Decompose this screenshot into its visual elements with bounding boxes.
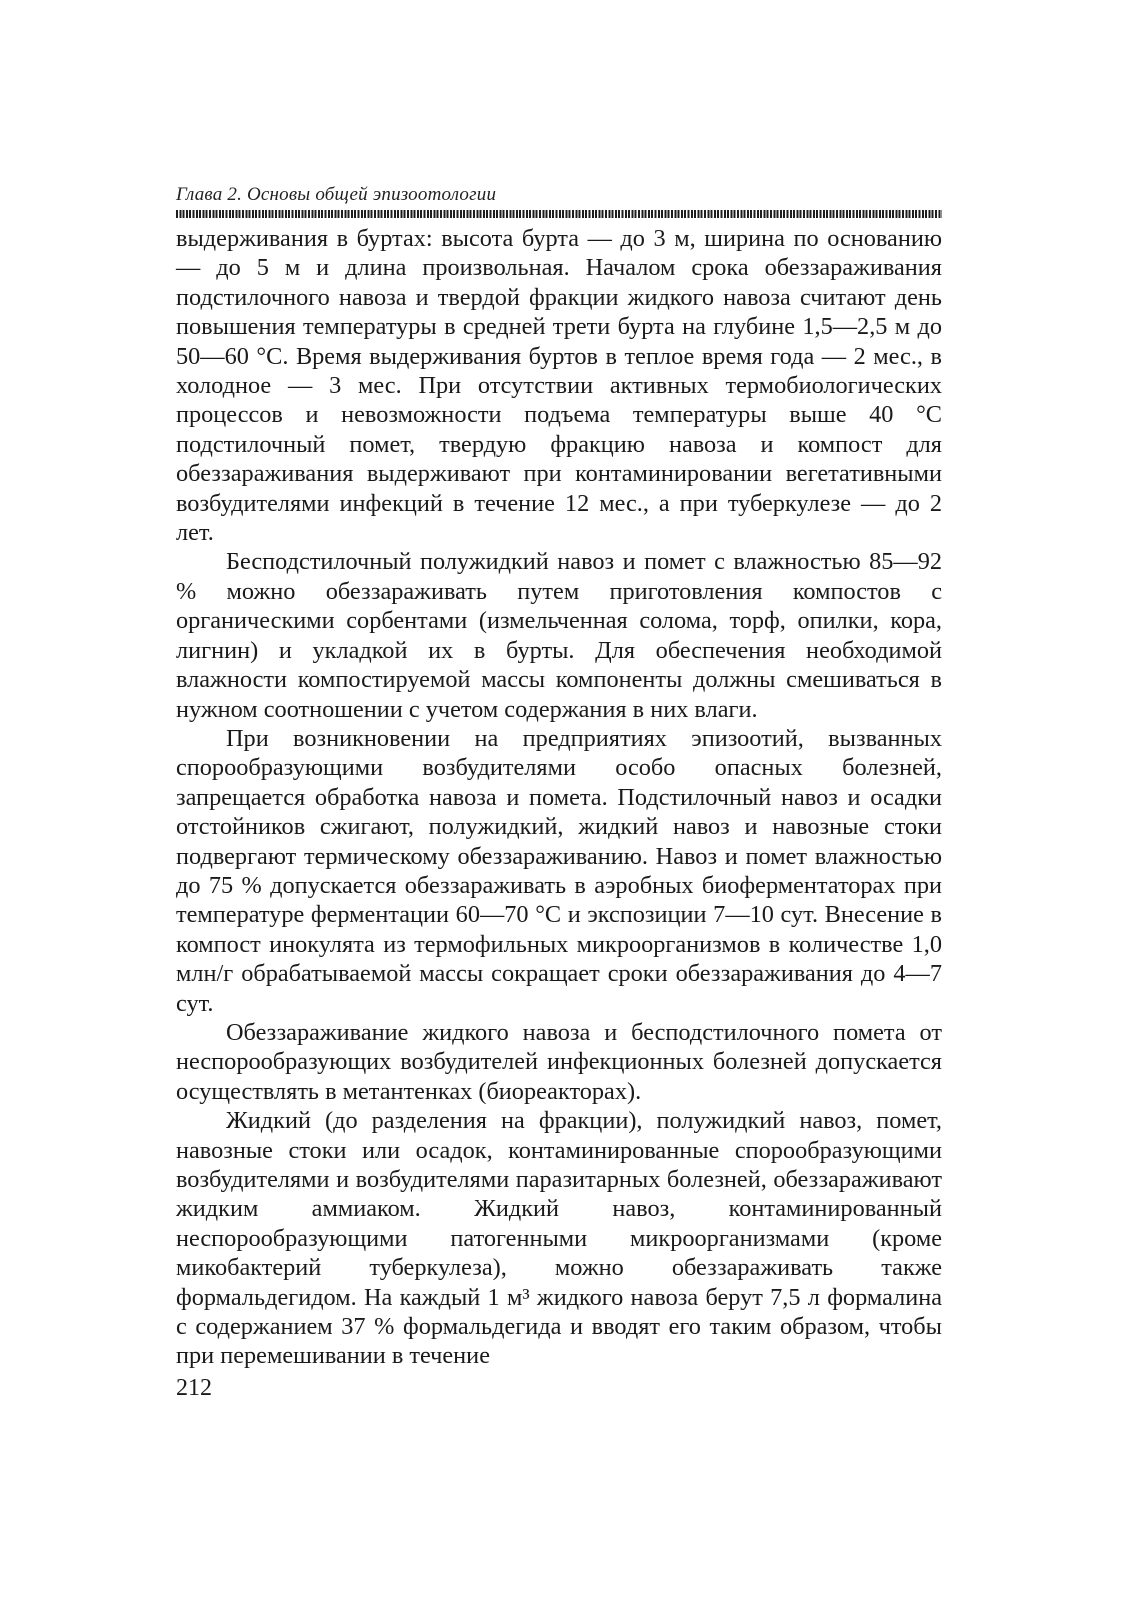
paragraph-epizootics: При возникновении на предприятиях эпизоотий, вызванных спорообразующими возбудителями особо опасных болезней, запрещается обработка навоза и помета. Подстилочный навоз и осадки отстойников сжигают, полужидкий, жидкий навоз и навозные стоки подвергают термическому обеззараживанию. Навоз и помет влажностью до 75 % допускается обеззараживать в аэробных биоферментаторах при температуре ферментации 60—70 °С и экспозиции 7—10 сут. Внесение в компост инокулята из термофильных микроорганизмов в количестве 1,0 млн/г обрабатываемой массы сокращает сроки обеззараживания до 4—7 сут. — [176, 724, 942, 1017]
paragraph-ammonia: Жидкий (до разделения на фракции), полужидкий навоз, помет, навозные стоки или осадок, контаминированные спорообразующими возбудителями и возбудителями паразитарных болезней, обеззараживают жидким аммиаком. Жидкий навоз, контаминированный неспорообразующими патогенными микроорганизмами (кроме микобактерий туберкулеза), можно обеззараживать также формальдегидом. На каждый 1 м³ жидкого навоза берут 7,5 л формалина с содержанием 37 % формальдегида и вводят его таким образом, чтобы при перемешивании в течение — [176, 1107, 942, 1370]
paragraph-metantanks: Обеззараживание жидкого навоза и бесподстилочного помета от неспорообразующих возбудителей инфекционных болезней допускается осуществлять в метантенках (биореакторах). — [176, 1018, 942, 1105]
page-number: 212 — [176, 1374, 212, 1401]
running-head: Глава 2. Основы общей эпизоотологии — [176, 184, 497, 205]
header-rule — [176, 210, 942, 218]
body-text — [176, 224, 942, 1371]
paragraph-continuation: выдерживания в буртах: высота бурта — до 3 м, ширина по основанию — до 5 м и длина произвольная. Началом срока обеззараживания подстилочного навоза и твердой фракции жидкого навоза считают день повышения температуры в средней трети бурта на глубине 1,5—2,5 м до 50—60 °С. Время выдерживания буртов в теплое время года — 2 мес., в холодное — 3 мес. При отсутствии активных термобиологических процессов и невозможности подъема температуры выше 40 °С подстилочный помет, твердую фракцию навоза и компост для обеззараживания выдерживают при контаминировании вегетативными возбудителями инфекций в течение 12 мес., а при туберкулезе — до 2 лет. — [176, 225, 942, 547]
book-page — [176, 184, 942, 1403]
paragraph-compost: Бесподстилочный полужидкий навоз и помет с влажностью 85—92 % можно обеззараживать путем приготовления компостов с органическими сорбентами (измельченная солома, торф, опилки, кора, лигнин) и укладкой их в бурты. Для обеспечения необходимой влажности компостируемой массы компоненты должны смешиваться в нужном соотношении с учетом содержания в них влаги. — [176, 548, 942, 723]
